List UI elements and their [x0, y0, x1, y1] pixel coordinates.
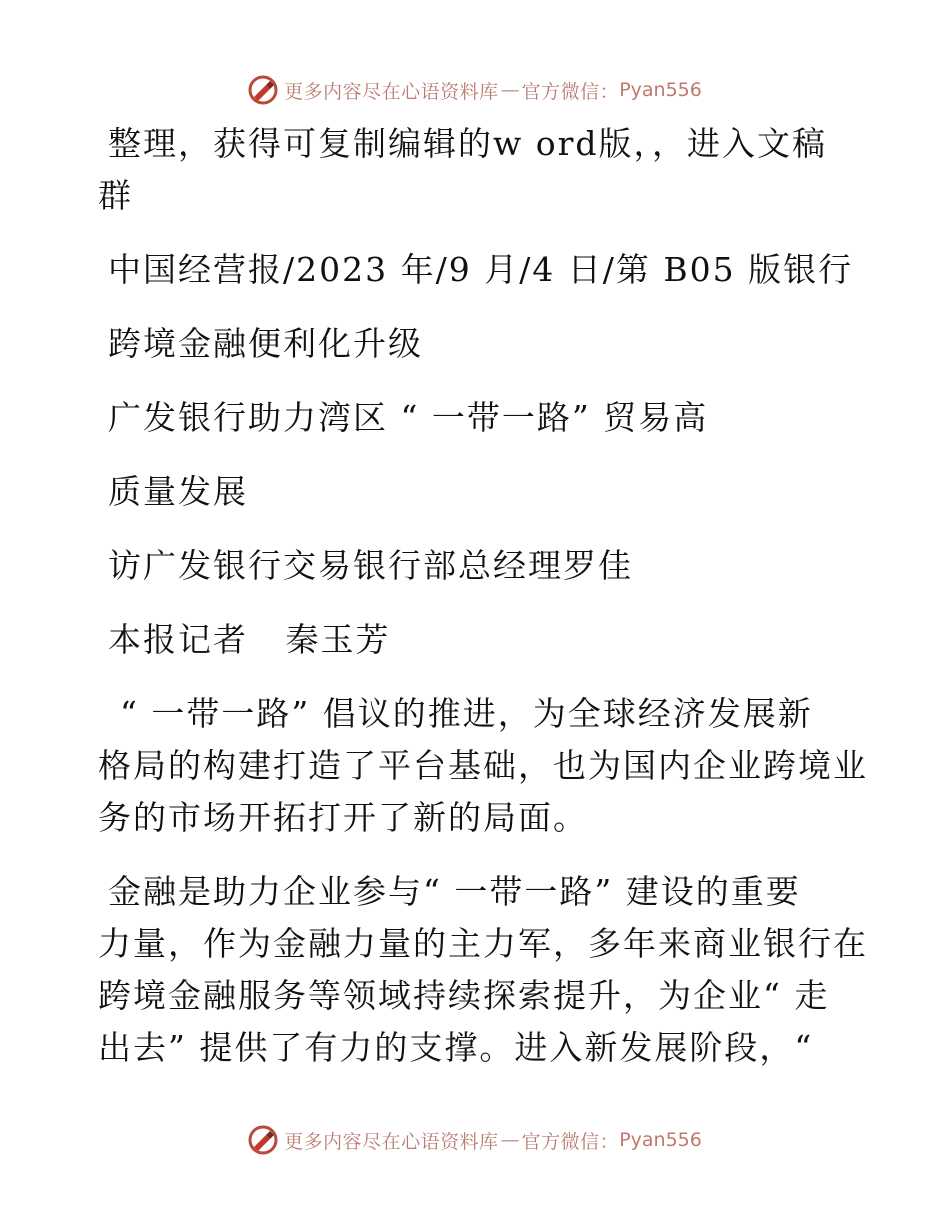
paragraph-line: 跨境金融服务等领域持续探索提升，为企业“ 走	[98, 976, 830, 1015]
kicker: 跨境金融便利化升级	[108, 324, 423, 363]
intro-line: 整理，获得可复制编辑的w ord版，，进入文稿	[108, 124, 828, 163]
watermark-label: 官方微信：	[521, 1130, 620, 1153]
document-body	[98, 118, 868, 1074]
paragraph-line: 力量，作为金融力量的主力军，多年来商业银行在	[98, 924, 868, 963]
paragraph-line: “ 一带一路” 倡议的推进，为全球经济发展新	[120, 694, 813, 733]
pen-logo-icon	[248, 1125, 278, 1155]
watermark-id: Pyan556	[619, 79, 702, 101]
headline-continued: 质量发展	[108, 472, 248, 511]
watermark-footer	[0, 1120, 950, 1160]
paragraph-line: 出去” 提供了有力的支撑。进入新发展阶段，“	[98, 1028, 814, 1067]
subheadline: 访广发银行交易银行部总经理罗佳	[108, 546, 633, 585]
watermark-text: 更多内容尽在心语资料库	[284, 1130, 499, 1153]
paragraph-line: 格局的构建打造了平台基础，也为国内企业跨境业	[98, 746, 868, 785]
headline: 广发银行助力湾区 “ 一带一路” 贸易高	[108, 398, 709, 437]
watermark-label: 官方微信：	[521, 80, 620, 103]
intro-line-continued: 群	[98, 176, 133, 215]
paragraph-2	[98, 866, 868, 1074]
paragraph-line: 务的市场开拓打开了新的局面。	[98, 798, 588, 837]
paragraph-line: 金融是助力企业参与“ 一带一路” 建设的重要	[108, 872, 801, 911]
watermark-header	[0, 70, 950, 110]
watermark-separator: —	[500, 79, 520, 101]
watermark-separator: —	[500, 1129, 520, 1151]
watermark-text: 更多内容尽在心语资料库	[284, 80, 499, 103]
paragraph-1	[98, 688, 868, 844]
watermark-id: Pyan556	[619, 1129, 702, 1151]
source-line: 中国经营报/2023 年/9 月/4 日/第 B05 版银行	[108, 250, 854, 289]
byline: 本报记者 秦玉芳	[108, 620, 391, 659]
pen-logo-icon	[248, 75, 278, 105]
